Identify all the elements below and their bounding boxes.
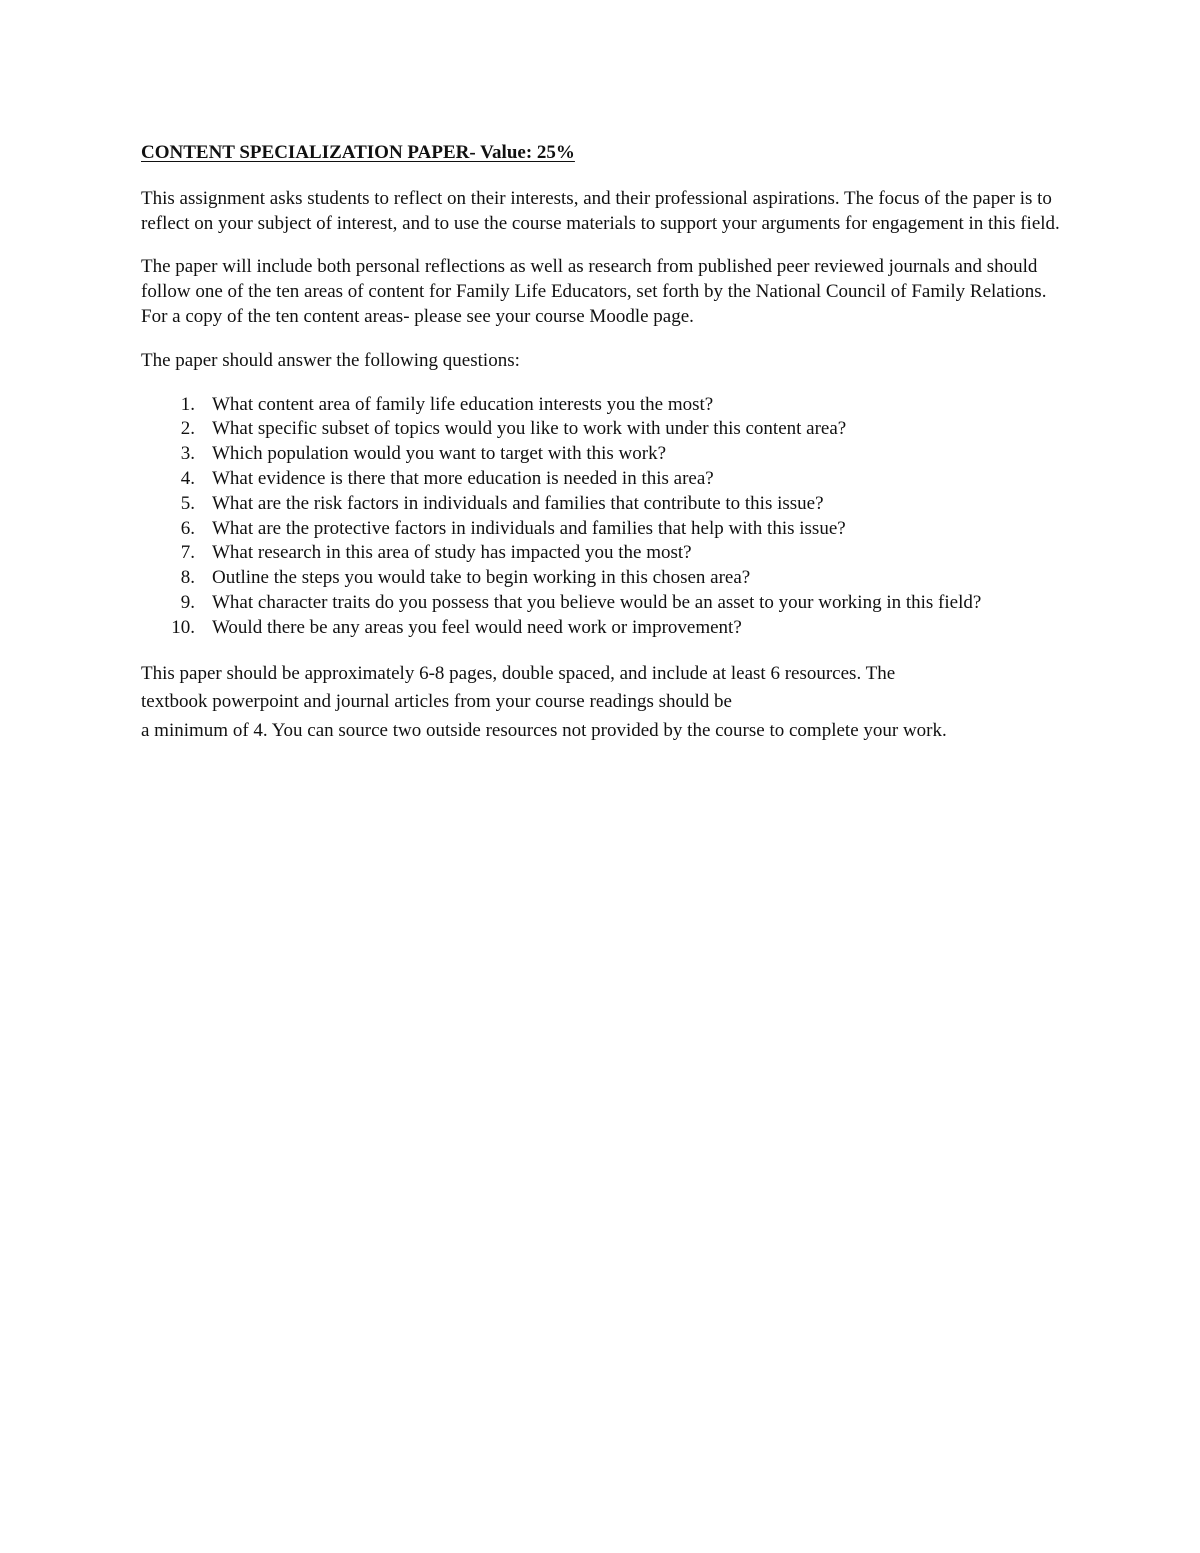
list-item-number: 3. [180,443,195,465]
list-item-text: What research in this area of study has impacted you the most? [212,542,692,564]
list-item [141,591,1066,616]
questions-intro: The paper should answer the following questions: [141,349,520,371]
final-line: This paper should be approximately 6-8 pages, double spaced, and include at least 6 resources. The [141,662,896,684]
list-item-text: What specific subset of topics would you like to work with under this content area? [212,418,847,440]
document-title: CONTENT SPECIALIZATION PAPER- Value: 25% [141,142,575,163]
list-item [141,492,1066,517]
list-item-number: 6. [180,517,195,539]
list-item [141,467,1066,492]
list-item [141,566,1066,591]
list-item-text: What are the protective factors in individuals and families that help with this issue? [212,517,846,539]
list-item-text: Which population would you want to target with this work? [212,443,666,465]
requirements-paragraph: The paper will include both personal reflections as well as research from published peer reviewed journals and should follow one of the ten areas of content for Family Life Educators, set forth by the National Council of Family Relations. For a copy of the ten content areas- please see your course Moodle page. [141,256,1047,327]
list-item [141,541,1066,566]
length-requirements-paragraph [141,660,1066,746]
list-item-text: Would there be any areas you feel would need work or improvement? [212,616,742,638]
list-item-text: What are the risk factors in individuals and families that contribute to this issue? [212,492,824,514]
final-line: a minimum of 4. You can source two outside resources not provided by the course to complete your work. [141,719,947,741]
list-item [141,517,1066,542]
document-page [141,141,1066,745]
list-item-number: 1. [180,393,195,415]
final-line: textbook powerpoint and journal articles from your course readings should be [141,691,732,713]
list-item [141,442,1066,467]
list-item-text: What character traits do you possess that you believe would be an asset to your working in this field? [212,591,982,613]
list-item-number: 9. [180,591,195,613]
questions-list [141,393,1066,641]
list-item [141,393,1066,418]
list-item [141,417,1066,442]
list-item-number: 8. [180,567,195,589]
list-item-text: What evidence is there that more education is needed in this area? [212,467,714,489]
list-item-number: 2. [180,418,195,440]
list-item-text: What content area of family life education interests you the most? [212,393,714,415]
intro-paragraph: This assignment asks students to reflect on their interests, and their professional aspirations. The focus of the paper is to reflect on your subject of interest, and to use the course materials to support your arguments for engagement in this field. [141,187,1060,234]
list-item-number: 10. [171,616,195,638]
list-item-number: 7. [180,542,195,564]
list-item-number: 4. [180,467,195,489]
list-item-number: 5. [180,492,195,514]
list-item [141,616,1066,641]
list-item-text: Outline the steps you would take to begin working in this chosen area? [212,567,751,589]
